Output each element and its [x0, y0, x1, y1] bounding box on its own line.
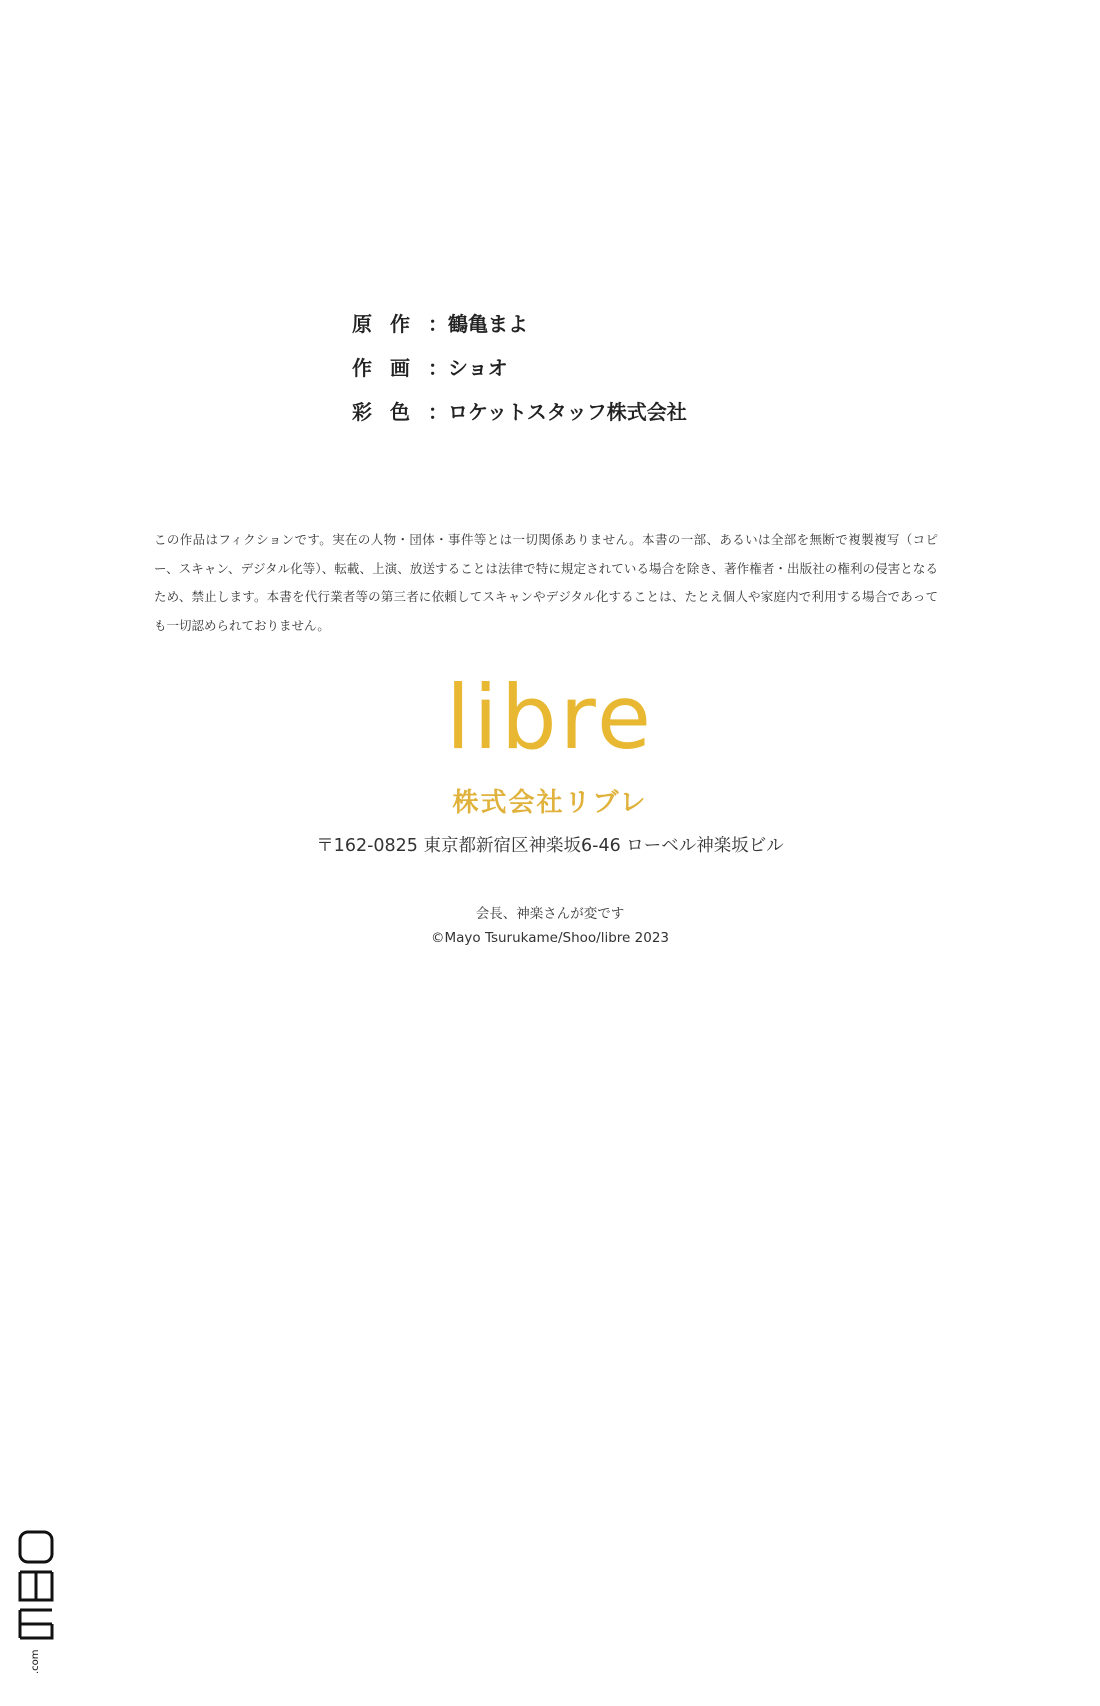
credit-row-art: [352, 346, 687, 390]
credit-separator: ：: [428, 312, 448, 336]
svg-text:.com: .com: [30, 1649, 41, 1674]
credit-value: ロケットスタッフ株式会社: [448, 400, 687, 424]
credit-separator: ：: [428, 356, 448, 380]
site-watermark: [16, 1528, 56, 1678]
credits-block: [352, 302, 687, 434]
credit-row-original: [352, 302, 687, 346]
copyright-line: ©Mayo Tsurukame/Shoo/libre 2023: [431, 930, 669, 946]
watermark-logo-icon: [16, 1528, 56, 1678]
credit-value: ショオ: [448, 356, 508, 380]
credit-label: 作画: [352, 356, 428, 380]
legal-notice: この作品はフィクションです。実在の人物・団体・事件等とは一切関係ありません。本書の一部、あるいは全部を無断で複製複写（コピー、スキャン、デジタル化等）、転載、上演、放送することは法律で特に規定されている場合を除き、著作権者・出版社の権利の侵害となるため、禁止します。本書を代行業者等の第三者に依頼してスキャンやデジタル化することは、たとえ個人や家庭内で利用する場合であっても一切認められておりません。: [154, 532, 938, 633]
publisher-logo: libre: [445, 666, 655, 769]
credit-label: 原作: [352, 312, 428, 336]
credit-value: 鶴亀まよ: [448, 312, 528, 336]
credit-row-color: [352, 390, 687, 434]
publisher-address: 〒162-0825 東京都新宿区神楽坂6-46 ローベル神楽坂ビル: [316, 836, 784, 856]
book-title: 会長、神楽さんが変です: [475, 906, 625, 922]
publisher-name: 株式会社リブレ: [452, 788, 648, 818]
credit-label: 彩色: [352, 400, 428, 424]
credit-separator: ：: [428, 400, 448, 424]
